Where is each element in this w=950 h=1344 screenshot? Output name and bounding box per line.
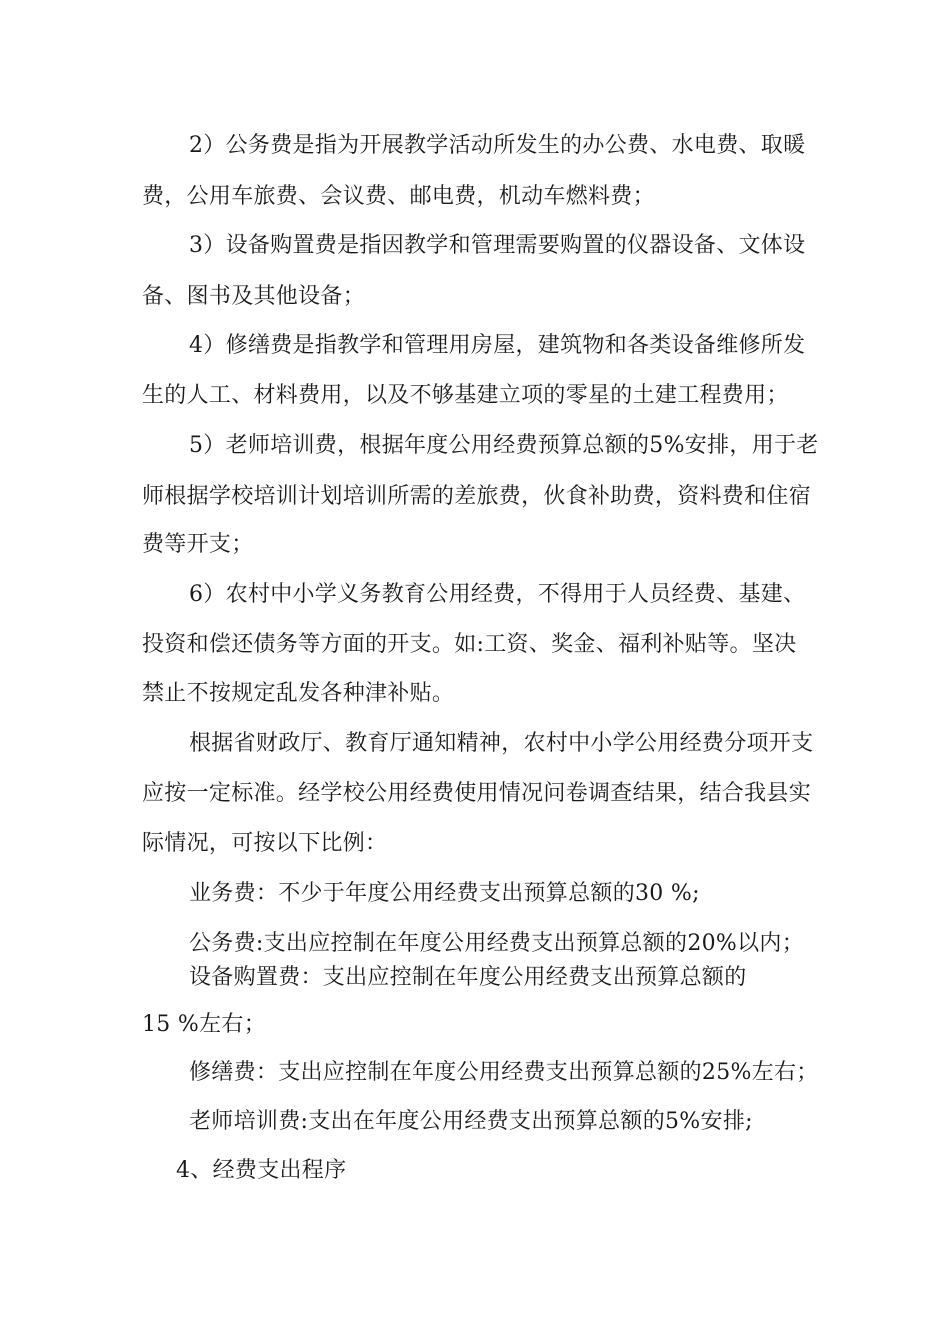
paragraph-line: 费等开支； bbox=[142, 532, 254, 557]
paragraph-line: 禁止不按规定乱发各种津补贴。 bbox=[142, 681, 455, 706]
paragraph-line: 4）修缮费是指教学和管理用房屋，建筑物和各类设备维修所发 bbox=[189, 333, 806, 358]
ratio-line: 修缮费：支出应控制在年度公用经费支出预算总额的25%左右； bbox=[189, 1060, 819, 1085]
paragraph-line: 应按一定标准。经学校公用经费使用情况问卷调查结果，结合我县实 bbox=[142, 781, 812, 806]
paragraph-line: 投资和偿还债务等方面的开支。如:工资、奖金、福利补贴等。坚决 bbox=[142, 632, 797, 657]
paragraph-line: 备、图书及其他设备； bbox=[142, 284, 366, 309]
paragraph-line: 师根据学校培训计划培训所需的差旅费，伙食补助费，资料费和住宿 bbox=[142, 484, 812, 509]
paragraph-line: 际情况，可按以下比例： bbox=[142, 831, 388, 856]
paragraph-line: 3）设备购置费是指因教学和管理需要购置的仪器设备、文体设 bbox=[189, 233, 806, 258]
paragraph-line: 生的人工、材料费用，以及不够基建立项的零星的土建工程费用； bbox=[142, 383, 789, 408]
paragraph-line: 6）农村中小学义务教育公用经费，不得用于人员经费、基建、 bbox=[189, 582, 806, 607]
ratio-line: 15 %左右； bbox=[142, 1012, 266, 1037]
ratio-line: 老师培训费:支出在年度公用经费支出预算总额的5%安排; bbox=[189, 1109, 753, 1134]
paragraph-line: 费，公用车旅费、会议费、邮电费，机动车燃料费； bbox=[142, 184, 655, 209]
paragraph-line: 根据省财政厅、教育厅通知精神，农村中小学公用经费分项开支 bbox=[189, 731, 814, 756]
paragraph-line: 2）公务费是指为开展教学活动所发生的办公费、水电费、取暖 bbox=[189, 133, 806, 158]
ratio-line: 设备购置费：支出应控制在年度公用经费支出预算总额的 bbox=[189, 965, 747, 990]
ratio-line: 业务费：不少于年度公用经费支出预算总额的30 %; bbox=[189, 881, 700, 906]
paragraph-line: 5）老师培训费，根据年度公用经费预算总额的5%安排，用于老 bbox=[189, 433, 819, 458]
section-heading: 4、经费支出程序 bbox=[176, 1158, 347, 1183]
ratio-line: 公务费:支出应控制在年度公用经费支出预算总额的20%以内； bbox=[189, 931, 805, 956]
